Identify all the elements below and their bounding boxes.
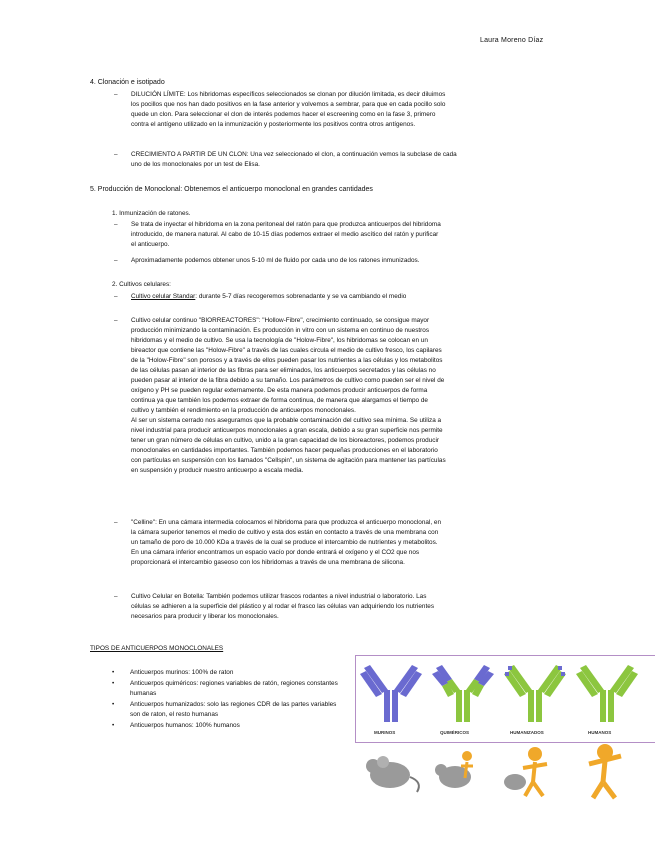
list-item: • Anticuerpos humanos: 100% humanos	[112, 721, 342, 731]
human-icon	[589, 744, 621, 798]
tipos-list	[112, 668, 342, 732]
crecimiento-clon-paragraph: CRECIMIENTO A PARTIR DE UN CLON: Una vez seleccionado el clon, a continuación vemos la subclase de cada uno de los monoclonales por un test de Elisa.	[131, 151, 457, 168]
human-mouse-icon	[504, 747, 547, 796]
list-item: • Anticuerpos quiméricos: regiones variables de ratón, regiones constantes humanas	[112, 679, 342, 699]
mouse-human-icon	[435, 751, 473, 788]
section-4-title: 4. Clonación e isotipado	[90, 79, 165, 86]
cultivos-title: 2. Cultivos celulares:	[112, 281, 171, 288]
dash-marker: –	[114, 317, 118, 324]
dilucion-limite-paragraph: DILUCIÓN LÍMITE: Los hibridomas específicos seleccionados se clonan por dilución limitada, es decir diluimos los pocillos que nos han dado positivos en la fase anterior y volvemos a sembrar, para que en cada pocillo solo quede un clon. Para seleccionar el clon de interés podemos hacer el escreening como en la fase 3, primero contra el antígeno utilizado en la inmunización y posteriormente los positivos contra otros antígenos.	[131, 91, 446, 128]
human-antibody-icon	[576, 665, 638, 722]
label-humanos: HUMANOS	[588, 730, 612, 735]
dash-marker: –	[114, 519, 118, 526]
dash-marker: –	[114, 91, 118, 98]
murine-antibody-icon	[360, 665, 422, 722]
dash-marker: –	[114, 257, 118, 264]
chimeric-antibody-icon	[432, 665, 494, 722]
biorreactores-paragraph: Cultivo celular continuo "BIORREACTORES": "Hollow-Fibre", crecimiento continuado, se consigue mayor producción minimizando la contaminación. Es producción in vitro con un sistema en continuo de nuestros hibridomas y el medio de cultivo. Se usa la tecnología de "Holow-Fibre", los hibridomas se colocan en un bireactor que contiene las "Holow-Fibre" a través de las cuales circula el medio de cultivo fresco, los capilares de la "Holow-Fibre" son porosos y a través de ellos pueden pasar los nutrientes a las células y los metabolitos de las células pasan al interior de las fibras para ser eliminados, los anticuerpos secretados y las células no pueden pasar al interior de la fibra debido a su tamaño. Los parámetros de cultivo como pueden ser el nivel de oxígeno y PH se pueden regular externamente. De esta manera podemos producir anticuerpos de forma continua ya que también los podemos extraer de forma continua, de manera que alargamos el tiempo de cultivo y también el rendimiento en la producción de anticuerpos monoclonales. Al ser un sistema cerrado nos aseguramos que la probable contaminación del cultivo sea mínima. Se utiliza a nivel industrial para producir anticuerpos monoclonales a gran escala, debido a su gran superficie nos permite tener un gran número de células en cultivo, unido a la gran capacidad de los bioreactores, podemos producir monoclonales en cantidades importantes. También podemos hacer pequeñas producciones en el laboratorio con partículas en suspensión con los llamados "Cellspin", un sistema de agitación para mantener las partículas en suspensión y producir nuestro anticuerpo a escala media.	[131, 317, 446, 474]
list-item: • Anticuerpos humanizados: solo las regiones CDR de las partes variables son de raton, el resto humanas	[112, 700, 342, 720]
celline-paragraph: "Celline": En una cámara intermedia colocamos el hibridoma para que produzca el anticuerpo monoclonal, en la cámara superior tenemos el medio de cultivo y esta dos están en contacto a través de una membrana con un tamaño de poro de 10.000 KDa a través de la cual se produce el intercambio de nutrientes y metabolitos. En una cámara inferior encontramos un espacio vacío por donde entrará el oxígeno y el CO2 que nos proporcionará el intercambio gaseoso con los hibridomas a través de una membrana de silicona.	[131, 519, 442, 566]
label-humanizados: HUMANIZADOS	[510, 730, 544, 735]
inmunizacion-paragraph: Se trata de inyectar el hibridoma en la zona peritoneal del ratón para que produzca anticuerpos del hibridoma introducido, de manera natural. Al cabo de 10-15 días podemos extraer el medio ascítico del ratón y purificar el anticuerpo.	[131, 221, 441, 248]
dash-marker: –	[114, 593, 118, 600]
botella-paragraph: Cultivo Celular en Botella: También podemos utilizar frascos rodantes a nivel industrial o laboratorio. Las células se adhieren a la superficie del plástico y al rodar el frasco las células van adquiriendo los nutrientes necesarios para producir y liberar los monoclonales.	[131, 593, 435, 620]
fluido-paragraph: Aproximadamente podemos obtener unos 5-10 ml de fluido por cada uno de los ratones inmunizados.	[131, 257, 420, 264]
mouse-icon	[366, 756, 419, 792]
author-name: Laura Moreno Díaz	[480, 37, 544, 44]
section-5-title: 5. Producción de Monoclonal: Obtenemos el anticuerpo monoclonal en grandes cantidades	[90, 186, 373, 193]
humanized-antibody-icon	[504, 665, 566, 722]
dash-marker: –	[114, 221, 118, 228]
list-item: • Anticuerpos murinos: 100% de raton	[112, 668, 342, 678]
inmunizacion-title: 1. Inmunización de ratones.	[112, 210, 191, 217]
label-quimericos: QUIMÉRICOS	[440, 730, 470, 735]
tipos-title: TIPOS DE ANTICUERPOS MONOCLONALES	[90, 645, 224, 652]
mouse-human-illustration	[355, 742, 655, 802]
dash-marker: –	[114, 151, 118, 158]
dash-marker: –	[114, 293, 118, 300]
cultivo-standar-paragraph: Cultivo celular Standar: durante 5-7 días recogeremos sobrenadante y se va cambiando el medio	[131, 293, 407, 300]
antibody-types-figure	[355, 655, 655, 743]
label-murinos: MURINOS	[374, 730, 396, 735]
